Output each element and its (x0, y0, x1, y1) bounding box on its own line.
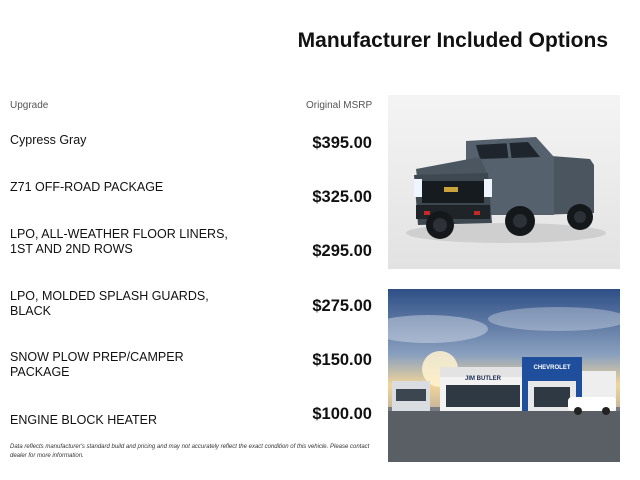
option-price-snow-plow: $150.00 (312, 351, 372, 369)
upgrade-column-header: Upgrade (10, 100, 49, 111)
brand-sign-text: CHEVROLET (533, 365, 571, 371)
pickup-truck-photo (388, 95, 620, 269)
option-price-z71: $325.00 (312, 188, 372, 206)
option-name-snow-plow: SNOW PLOW PREP/CAMPER PACKAGE (10, 350, 184, 379)
dealer-sign-text: JIM BUTLER (465, 376, 501, 382)
option-name-splash-guards: LPO, MOLDED SPLASH GUARDS, BLACK (10, 289, 209, 318)
option-price-floor-liners: $295.00 (312, 242, 372, 260)
dealership-illustration (388, 289, 620, 462)
option-name-z71: Z71 OFF-ROAD PACKAGE (10, 180, 164, 194)
option-price-block-heater: $100.00 (312, 405, 372, 423)
option-price-splash-guards: $275.00 (312, 297, 372, 315)
dealership-photo (388, 289, 620, 462)
disclaimer-text: Data reflects manufacturer's standard build and pricing and may not accurately reflect the exact condition of this vehicle. Please contact dealer for more information. (10, 444, 370, 459)
option-name-block-heater: ENGINE BLOCK HEATER (10, 413, 158, 427)
option-price-cypress-gray: $395.00 (312, 134, 372, 152)
option-name-cypress-gray: Cypress Gray (10, 133, 87, 147)
msrp-column-header: Original MSRP (306, 100, 373, 111)
pickup-truck-illustration (388, 95, 620, 269)
page-title: Manufacturer Included Options (297, 29, 608, 52)
option-name-floor-liners: LPO, ALL-WEATHER FLOOR LINERS, 1ST AND 2ND ROWS (10, 227, 228, 256)
